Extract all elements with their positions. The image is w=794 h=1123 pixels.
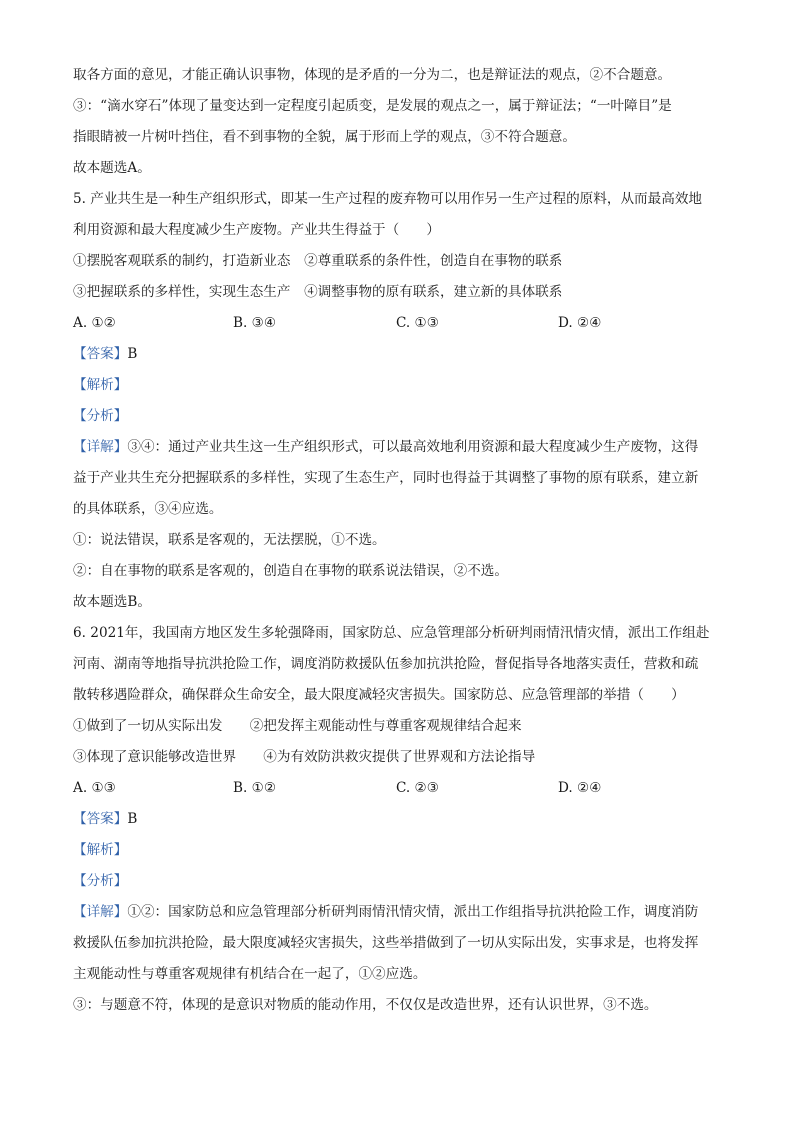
analysis-label: 【解析】 [73, 377, 128, 393]
text-line: ③：与题意不符，体现的是意识对物质的能动作用，不仅仅是改造世界，还有认识世界，③不选。 [73, 997, 658, 1013]
text-line: ①做到了一切从实际出发 ②把发挥主观能动性与尊重客观规律结合起来 [73, 718, 522, 734]
text-line: ②：自在事物的联系是客观的，创造自在事物的联系说法错误，②不选。 [73, 563, 508, 579]
question-5-stem: 5. 产业共生是一种生产组织形式，即某一生产过程的废弃物可以用作另一生产过程的原料，从而最高效地 [73, 191, 703, 207]
text-line: 的具体联系，③④应选。 [73, 501, 223, 517]
question-5-option: C. ①③ [396, 315, 439, 331]
text-line: 【详解】①②：国家防总和应急管理部分析研判雨情汛情灾情，派出工作组指导抗洪抢险工作，调度消防 [73, 904, 699, 920]
text-line: 利用资源和最大程度减少生产废物。产业共生得益于（ ） [73, 222, 441, 238]
text-line: ①：说法错误，联系是客观的，无法摆脱，①不选。 [73, 532, 386, 548]
question-5-option: B. ③④ [233, 315, 277, 331]
text-line: 指眼睛被一片树叶挡住，看不到事物的全貌，属于形而上学的观点，③不符合题意。 [73, 129, 576, 145]
text-line: 河南、湖南等地指导抗洪抢险工作，调度消防救援队伍参加抗洪抢险，督促指导各地落实责任，营救和疏 [73, 656, 699, 672]
text-line: 救援队伍参加抗洪抢险，最大限度减轻灾害损失，这些举措做到了一切从实际出发，实事求是，也将发挥 [73, 935, 699, 951]
analysis-label: 【解析】 [73, 842, 128, 858]
text-line: 主观能动性与尊重客观规律有机结合在一起了，①②应选。 [73, 966, 427, 982]
text-line: ③体现了意识能够改造世界 ④为有效防洪救灾提供了世界观和方法论指导 [73, 749, 536, 765]
question-5-option: D. ②④ [558, 315, 602, 331]
answer-label: 【答案】B [73, 811, 138, 827]
text-line: ①摆脱客观联系的制约，打造新业态 ②尊重联系的条件性，创造自在事物的联系 [73, 253, 563, 269]
question-6-option: A. ①③ [73, 780, 116, 796]
text-line: ③：“滴水穿石”体现了量变达到一定程度引起质变，是发展的观点之一，属于辩证法；“一叶障目”是 [73, 98, 672, 114]
question-6-option: B. ①② [233, 780, 277, 796]
answer-conclusion: 故本题选B。 [73, 594, 151, 610]
question-6-option: D. ②④ [558, 780, 602, 796]
text-line: 益于产业共生充分把握联系的多样性，实现了生态生产，同时也得益于其调整了事物的原有联系，建立新 [73, 470, 699, 486]
text-line: ③把握联系的多样性，实现生态生产 ④调整事物的原有联系，建立新的具体联系 [73, 284, 563, 300]
analysis-sub-label: 【分析】 [73, 408, 128, 424]
question-6-stem: 6. 2021年，我国南方地区发生多轮强降雨，国家防总、应急管理部分析研判雨情汛情灾情，派出工作组赴 [73, 625, 710, 641]
text-line: 取各方面的意见，才能正确认识事物，体现的是矛盾的一分为二，也是辩证法的观点，②不合题意。 [73, 67, 672, 83]
answer-label: 【答案】B [73, 346, 138, 362]
text-line: 【详解】③④：通过产业共生这一生产组织形式，可以最高效地利用资源和最大程度减少生产废物，这得 [73, 439, 699, 455]
analysis-sub-label: 【分析】 [73, 873, 128, 889]
question-6-option: C. ②③ [396, 780, 439, 796]
text-line: 散转移遇险群众，确保群众生命安全，最大限度减轻灾害损失。国家防总、应急管理部的举措（ ） [73, 687, 685, 703]
question-5-option: A. ①② [73, 315, 116, 331]
answer-conclusion: 故本题选A。 [73, 160, 151, 176]
